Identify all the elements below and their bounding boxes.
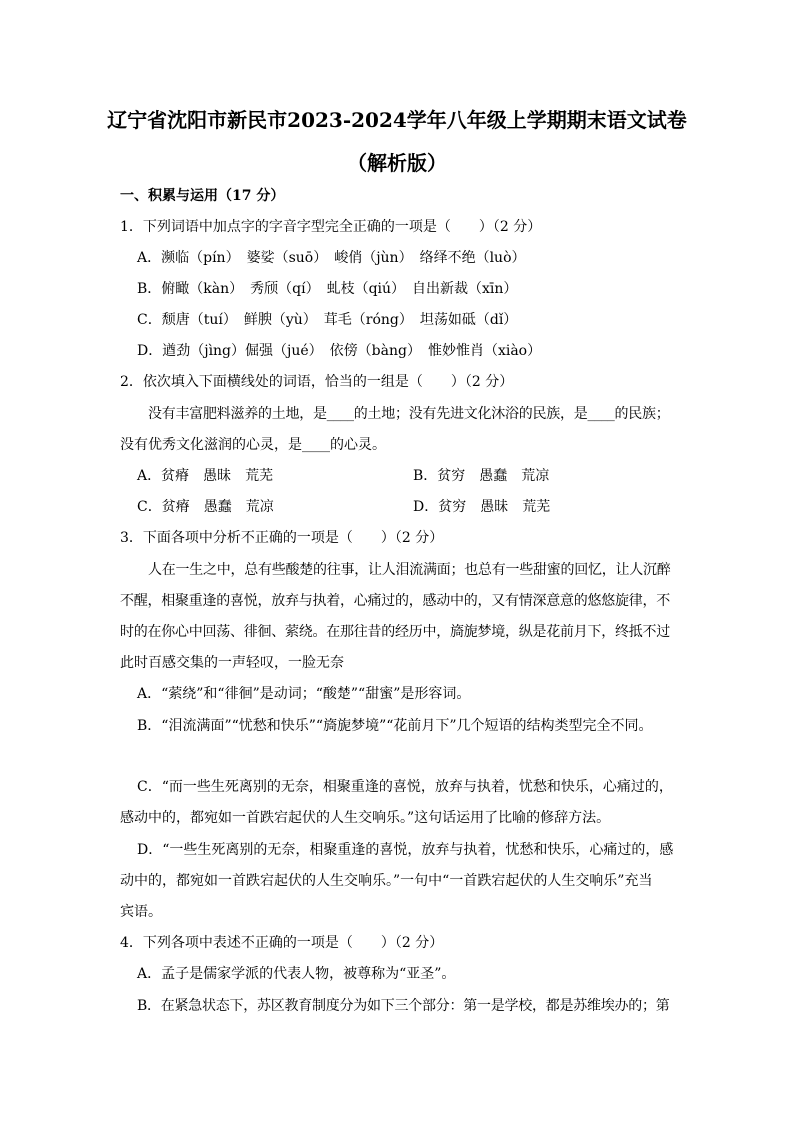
question-4-stem: 4．下列各项中表述不正确的一项是（ ）（2 分） [120,935,444,951]
question-3-option-c: C．“而一些生死离别的无奈，相聚重逢的喜悦，放弃与执着，忧愁和快乐，心痛过的， [137,779,673,795]
question-2-option-c: C．贫瘠 愚蠢 荒凉 [137,499,274,515]
question-2-passage-line: 没有优秀文化滋润的心灵，是____的心灵。 [120,437,386,453]
question-3-option-d: D．“一些生死离别的无奈，相聚重逢的喜悦，放弃与执着，忧愁和快乐，心痛过的，感 [137,842,674,858]
question-2-option-b: B．贫穷 愚蠢 荒凉 [413,468,550,484]
question-4-option-a: A．孟子是儒家学派的代表人物，被尊称为“亚圣”。 [137,966,456,982]
question-3-passage-line: 人在一生之中，总有些酸楚的往事，让人泪流满面；也总有一些甜蜜的回忆，让人沉醉 [148,562,671,578]
question-2-stem: 2．依次填入下面横线处的词语，恰当的一组是（ ）（2 分） [120,374,514,390]
question-2-passage-line: 没有丰富肥料滋养的土地，是____的土地；没有先进文化沐浴的民族，是____的民族； [148,406,670,422]
question-3-option-a: A．“萦绕”和“徘徊”是动词；“酸楚”“甜蜜”是形容词。 [137,686,471,702]
question-2-option-d: D．贫穷 愚昧 荒芜 [413,499,551,515]
section-heading: 一、积累与运用（17 分） [120,188,285,204]
question-3-passage-line: 不醒，相聚重逢的喜悦，放弃与执着，心痛过的，感动中的，又有情深意意的悠悠旋律，不 [120,593,670,609]
exam-subtitle: （解析版） [347,151,447,175]
question-1-option-a: A．濒临（pín） 婆娑（suō） 峻俏（jùn） 络绎不绝（luò） [137,250,526,266]
question-3-option-d-cont: 动中的，都宛如一首跌宕起伏的人生交响乐。”一句中“一首跌宕起伏的人生交响乐”充当 [120,873,653,889]
question-3-stem: 3．下面各项中分析不正确的一项是（ ）（2 分） [120,530,444,546]
exam-title: 辽宁省沈阳市新民市2023-2024学年八年级上学期期末语文试卷 [107,108,687,132]
question-3-option-d-cont: 宾语。 [120,904,162,920]
question-3-option-c-cont: 感动中的，都宛如一首跌宕起伏的人生交响乐。”这句话运用了比喻的修辞方法。 [120,810,611,826]
question-1-option-b: B．俯瞰（kàn） 秀颀（qí） 虬枝（qiú） 自出新裁（xīn） [137,281,518,297]
question-3-passage-line: 此时百感交集的一声轻叹，一脸无奈 [120,655,344,671]
question-1-option-c: C．颓唐（tuí） 鲜腴（yù） 茸毛（róng） 坦荡如砥（dǐ） [137,312,518,328]
question-1-stem: 1．下列词语中加点字的字音字型完全正确的一项是（ ）（2 分） [120,219,542,235]
question-3-passage-line: 时的在你心中回荡、徘徊、萦绕。在那往昔的经历中，旖旎梦境，纵是花前月下，终抵不过 [120,624,670,640]
question-2-option-a: A．贫瘠 愚昧 荒芜 [137,468,274,484]
question-3-option-b: B．“泪流满面”“忧愁和快乐”“旖旎梦境”“花前月下”几个短语的结构类型完全不同。 [137,718,653,734]
question-1-option-d: D．遒劲（jìng）倔强（jué） 依傍（bàng） 惟妙惟肖（xiào） [137,343,542,359]
question-4-option-b: B．在紧急状态下，苏区教育制度分为如下三个部分：第一是学校，都是苏维埃办的；第 [137,998,670,1014]
